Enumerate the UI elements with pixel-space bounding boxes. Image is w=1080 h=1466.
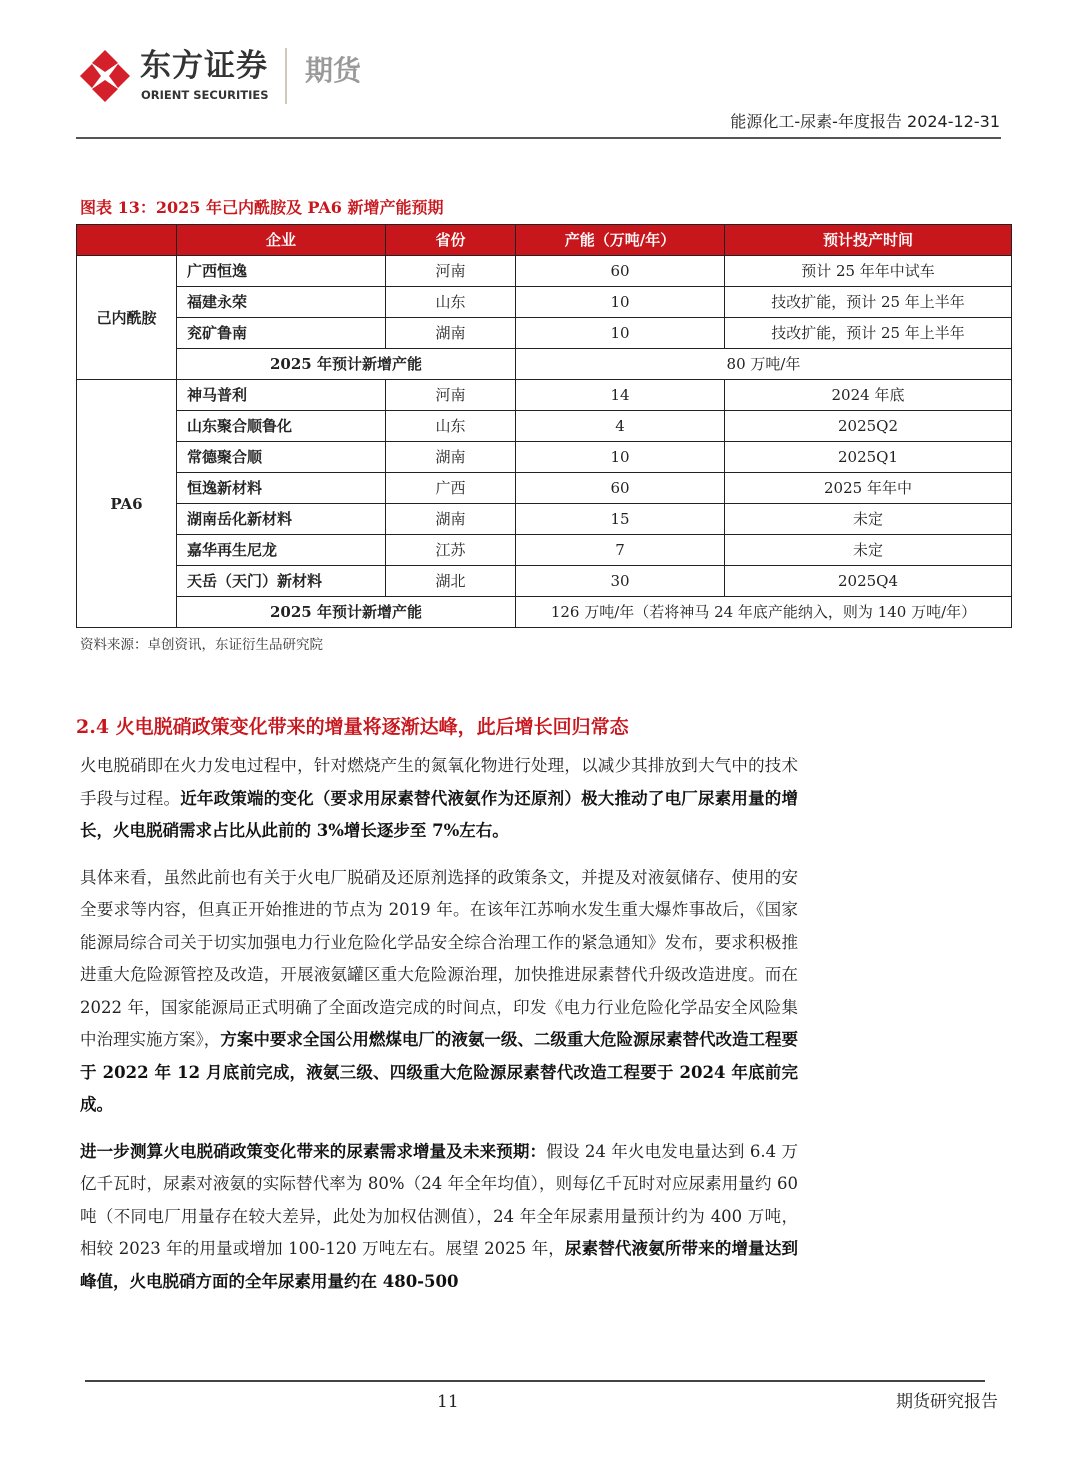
summary-label: 2025 年预计新增产能 [177, 349, 516, 380]
footer-label: 期货研究报告 [896, 1392, 998, 1412]
table-row [77, 473, 1012, 504]
section-heading: 2.4 火电脱硝政策变化带来的增量将逐渐达峰，此后增长回归常态 [76, 716, 629, 738]
header-capacity: 产能（万吨/年） [516, 225, 725, 256]
bold-text-segment: 近年政策端的变化（要求用尿素替代液氨作为还原剂）极大推动了电厂尿素用量的增长，火电脱硝需求占比从此前的 3%增长逐步至 7%左右。 [80, 788, 799, 840]
table-row [77, 504, 1012, 535]
table-row [77, 380, 1012, 411]
start-time-cell: 2025Q4 [725, 566, 1012, 597]
company-cell: 福建永荣 [177, 287, 386, 318]
start-time-cell: 预计 25 年年中试车 [725, 256, 1012, 287]
text-segment: 假设 24 年火电发电量达到 6.4 万亿千瓦时，尿素对液氨的实际替代率为 80%（24 年全年均值），则每亿千瓦时对应尿素用量约 60 吨（不同电厂用量存在较大差异，此处为加权估测值），24 年全年尿素用量预计约为 400 万吨，相较 2023 年的用量或增加 100-120 万吨左右。展望 2025 年， [80, 1141, 798, 1258]
capacity-cell: 14 [516, 380, 725, 411]
logo-subbrand: 期货 [305, 54, 362, 87]
category-cell: 己内酰胺 [77, 256, 177, 380]
company-cell: 恒逸新材料 [177, 473, 386, 504]
table-row [77, 318, 1012, 349]
category-cell: PA6 [77, 380, 177, 628]
doc-info: 能源化工-尿素-年度报告 2024-12-31 [730, 112, 1000, 131]
orient-logo-icon [78, 48, 132, 104]
province-cell: 湖南 [386, 442, 516, 473]
capacity-cell: 60 [516, 256, 725, 287]
bold-text-segment: 进一步测算火电脱硝政策变化带来的尿素需求增量及未来预期： [80, 1141, 547, 1161]
summary-value: 126 万吨/年（若将神马 24 年底产能纳入，则为 140 万吨/年） [516, 597, 1012, 628]
capacity-table [76, 224, 1012, 628]
province-cell: 湖南 [386, 504, 516, 535]
footer-divider [85, 1380, 985, 1382]
province-cell: 江苏 [386, 535, 516, 566]
start-time-cell: 2025Q1 [725, 442, 1012, 473]
province-cell: 山东 [386, 411, 516, 442]
table-row [77, 442, 1012, 473]
header-company: 企业 [177, 225, 386, 256]
paragraph [80, 862, 798, 1122]
table-row [77, 256, 1012, 287]
province-cell: 湖北 [386, 566, 516, 597]
table-row [77, 411, 1012, 442]
company-cell: 常德聚合顺 [177, 442, 386, 473]
start-time-cell: 未定 [725, 535, 1012, 566]
table-header-row [77, 225, 1012, 256]
company-cell: 嘉华再生尼龙 [177, 535, 386, 566]
summary-row [77, 597, 1012, 628]
logo-chinese-name: 东方证券 [140, 48, 268, 84]
header-province: 省份 [386, 225, 516, 256]
page-content [76, 197, 1011, 1298]
company-cell: 兖矿鲁南 [177, 318, 386, 349]
capacity-cell: 7 [516, 535, 725, 566]
capacity-cell: 10 [516, 287, 725, 318]
header-start-time: 预计投产时间 [725, 225, 1012, 256]
summary-row [77, 349, 1012, 380]
province-cell: 山东 [386, 287, 516, 318]
logo-divider [285, 48, 287, 104]
header-category [77, 225, 177, 256]
start-time-cell: 未定 [725, 504, 1012, 535]
province-cell: 河南 [386, 380, 516, 411]
province-cell: 湖南 [386, 318, 516, 349]
header-divider [76, 137, 1001, 139]
start-time-cell: 技改扩能，预计 25 年上半年 [725, 287, 1012, 318]
paragraph [80, 1136, 798, 1299]
figure-source: 资料来源：卓创资讯，东证衍生品研究院 [80, 637, 323, 653]
start-time-cell: 2025Q2 [725, 411, 1012, 442]
summary-value: 80 万吨/年 [516, 349, 1012, 380]
company-cell: 天岳（天门）新材料 [177, 566, 386, 597]
capacity-cell: 60 [516, 473, 725, 504]
company-cell: 神马普利 [177, 380, 386, 411]
text-segment: 火电脱硝即在火力发电过程中，针对燃烧产生的氮氧化物进行处理，以减少其排放到大气中的技术手段与过程。 [80, 756, 798, 808]
text-segment: 具体来看，虽然此前也有关于火电厂脱硝及还原剂选择的政策条文，并提及对液氨储存、使用的安全要求等内容，但真正开始推进的节点为 2019 年。在该年江苏响水发生重大爆炸事故后，《国家能源局综合司关于切实加强电力行业危险化学品安全综合治理工作的紧急通知》发布，要求积极推进重大危险源管控及改造，开展液氨罐区重大危险源治理，加快推进尿素替代升级改造进度。而在 2022 年，国家能源局正式明确了全面改造完成的时间点，印发《电力行业危险化学品安全风险集中治理实施方案》， [80, 867, 798, 1049]
capacity-cell: 10 [516, 442, 725, 473]
figure-title: 图表 13：2025 年己内酰胺及 PA6 新增产能预期 [80, 198, 444, 217]
capacity-cell: 30 [516, 566, 725, 597]
province-cell: 河南 [386, 256, 516, 287]
capacity-cell: 4 [516, 411, 725, 442]
capacity-cell: 10 [516, 318, 725, 349]
company-logo [78, 48, 288, 106]
start-time-cell: 2025 年年中 [725, 473, 1012, 504]
page-number: 11 [437, 1392, 459, 1412]
summary-label: 2025 年预计新增产能 [177, 597, 516, 628]
bold-text-segment: 方案中要求全国公用燃煤电厂的液氨一级、二级重大危险源尿素替代改造工程要于 2022 年 12 月底前完成，液氨三级、四级重大危险源尿素替代改造工程要于 2024 年底前完成。 [80, 1030, 799, 1114]
company-cell: 湖南岳化新材料 [177, 504, 386, 535]
table-row [77, 287, 1012, 318]
capacity-cell: 15 [516, 504, 725, 535]
logo-english-name: ORIENT SECURITIES [141, 88, 269, 102]
bold-text-segment: 尿素替代液氨所带来的增量达到峰值，火电脱硝方面的全年尿素用量约在 480-500 [80, 1239, 799, 1291]
company-cell: 广西恒逸 [177, 256, 386, 287]
company-cell: 山东聚合顺鲁化 [177, 411, 386, 442]
start-time-cell: 2024 年底 [725, 380, 1012, 411]
start-time-cell: 技改扩能，预计 25 年上半年 [725, 318, 1012, 349]
province-cell: 广西 [386, 473, 516, 504]
table-row [77, 566, 1012, 597]
paragraph [80, 750, 798, 848]
table-row [77, 535, 1012, 566]
